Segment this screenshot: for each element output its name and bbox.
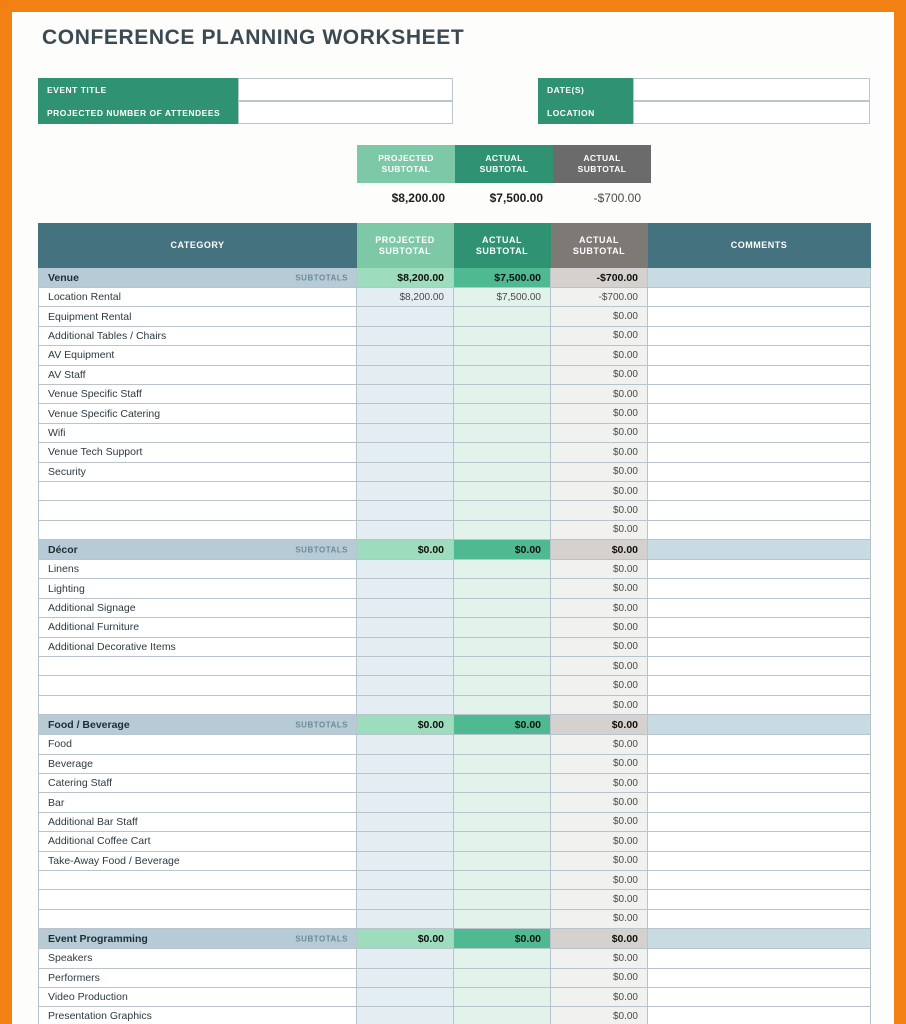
row-difference: $0.00 [551,676,648,695]
row-label[interactable] [39,870,357,889]
section-projected-subtotal: $0.00 [357,715,454,735]
section-comments-cell[interactable] [648,929,871,949]
table-row [39,968,871,987]
section-comments-cell[interactable] [648,540,871,560]
row-label[interactable]: Presentation Graphics [39,1007,357,1024]
section-header-row [39,715,871,735]
summary-values [357,191,651,205]
row-label[interactable]: Video Production [39,987,357,1006]
row-comments[interactable] [648,870,871,889]
row-label[interactable] [39,501,357,520]
table-row [39,676,871,695]
row-comments[interactable] [648,812,871,831]
table-row [39,851,871,870]
row-difference: $0.00 [551,618,648,637]
row-projected[interactable] [357,481,454,500]
row-difference: $0.00 [551,307,648,326]
table-row [39,618,871,637]
row-comments[interactable] [648,949,871,968]
row-projected[interactable] [357,890,454,909]
section-header-row [39,540,871,560]
row-difference: $0.00 [551,832,648,851]
table-row [39,773,871,792]
row-label[interactable]: Bar [39,793,357,812]
row-projected[interactable] [357,754,454,773]
row-comments[interactable] [648,404,871,423]
section-comments-cell[interactable] [648,268,871,288]
row-difference: $0.00 [551,404,648,423]
row-projected[interactable] [357,987,454,1006]
subtotals-label: SUBTOTALS [295,273,348,282]
row-projected[interactable] [357,851,454,870]
summary-header-projected-l2: SUBTOTAL [381,164,431,174]
worksheet-page [12,12,894,1024]
meta-spacer [453,78,538,101]
row-difference: $0.00 [551,812,648,831]
table-row [39,520,871,539]
row-projected[interactable] [357,793,454,812]
row-difference: $0.00 [551,501,648,520]
meta-row-title [38,78,870,101]
row-projected[interactable] [357,909,454,928]
row-projected[interactable] [357,695,454,714]
row-difference: $0.00 [551,637,648,656]
row-label[interactable]: Location Rental [39,288,357,307]
row-projected[interactable] [357,365,454,384]
table-head [39,224,871,268]
row-comments[interactable] [648,501,871,520]
row-comments[interactable] [648,657,871,676]
row-label[interactable] [39,909,357,928]
summary-header-difference-l2: SUBTOTAL [577,164,627,174]
table-row [39,326,871,345]
event-title-input[interactable] [238,78,453,101]
table-row [39,365,871,384]
summary-block [357,145,651,205]
row-projected[interactable] [357,307,454,326]
row-projected[interactable] [357,326,454,345]
row-projected[interactable] [357,949,454,968]
row-projected[interactable] [357,443,454,462]
section-projected-subtotal: $0.00 [357,929,454,949]
row-actual[interactable] [454,890,551,909]
row-comments[interactable] [648,384,871,403]
attendees-label: PROJECTED NUMBER OF ATTENDEES [38,101,238,124]
row-comments[interactable] [648,676,871,695]
row-projected[interactable] [357,579,454,598]
section-actual-subtotal: $0.00 [454,715,551,735]
summary-header-actual-l2: SUBTOTAL [479,164,529,174]
table-row [39,346,871,365]
row-label[interactable]: Wifi [39,423,357,442]
row-projected[interactable] [357,520,454,539]
row-label[interactable]: Additional Coffee Cart [39,832,357,851]
row-actual[interactable] [454,949,551,968]
row-label[interactable]: Food [39,735,357,754]
section-header-row [39,268,871,288]
row-actual[interactable] [454,1007,551,1024]
row-comments[interactable] [648,987,871,1006]
row-difference: $0.00 [551,598,648,617]
col-header-actual-subtotal-2: ACTUAL SUBTOTAL [551,224,648,268]
row-comments[interactable] [648,909,871,928]
row-actual[interactable] [454,870,551,889]
section-actual-subtotal: $0.00 [454,929,551,949]
col-header-projected-subtotal: PROJECTED SUBTOTAL [357,224,454,268]
row-projected[interactable] [357,968,454,987]
section-name [39,715,357,735]
summary-header-actual [455,145,553,183]
row-actual[interactable] [454,968,551,987]
table-row [39,579,871,598]
section-actual-subtotal: $7,500.00 [454,268,551,288]
table-row [39,949,871,968]
row-actual[interactable] [454,812,551,831]
row-projected[interactable] [357,637,454,656]
row-label[interactable]: Additional Bar Staff [39,812,357,831]
section-difference-subtotal: $0.00 [551,715,648,735]
table-row [39,754,871,773]
row-actual[interactable] [454,404,551,423]
summary-value-difference: -$700.00 [593,191,641,205]
row-label[interactable]: Take-Away Food / Beverage [39,851,357,870]
subtotals-label: SUBTOTALS [295,545,348,555]
table-row [39,870,871,889]
section-name [39,540,357,560]
row-difference: $0.00 [551,909,648,928]
row-actual[interactable] [454,598,551,617]
row-difference: $0.00 [551,384,648,403]
row-actual[interactable] [454,462,551,481]
row-difference: -$700.00 [551,288,648,307]
table-row [39,462,871,481]
row-actual[interactable] [454,443,551,462]
dates-input[interactable] [633,78,870,101]
row-difference: $0.00 [551,1007,648,1024]
row-label[interactable] [39,520,357,539]
row-projected[interactable]: $8,200.00 [357,288,454,307]
row-actual[interactable] [454,481,551,500]
row-difference: $0.00 [551,793,648,812]
row-difference: $0.00 [551,579,648,598]
section-name [39,929,357,949]
section-difference-subtotal: $0.00 [551,540,648,560]
row-actual[interactable] [454,676,551,695]
row-label[interactable]: Linens [39,560,357,579]
row-difference: $0.00 [551,987,648,1006]
row-projected[interactable] [357,404,454,423]
table-row [39,560,871,579]
row-projected[interactable] [357,1007,454,1024]
budget-table [38,223,871,1024]
section-label: Décor [48,543,78,556]
row-label[interactable]: AV Staff [39,365,357,384]
table-row [39,598,871,617]
row-label[interactable]: Venue Specific Catering [39,404,357,423]
meta-row-attendees [38,101,870,124]
row-difference: $0.00 [551,346,648,365]
table-row [39,288,871,307]
row-label[interactable]: Speakers [39,949,357,968]
row-actual[interactable] [454,695,551,714]
row-comments[interactable] [648,754,871,773]
section-label: Event Programming [48,932,148,945]
row-actual[interactable] [454,326,551,345]
row-label[interactable] [39,481,357,500]
row-comments[interactable] [648,968,871,987]
row-comments[interactable] [648,365,871,384]
row-comments[interactable] [648,832,871,851]
row-actual[interactable] [454,365,551,384]
summary-header-difference [553,145,651,183]
section-difference-subtotal: $0.00 [551,929,648,949]
row-difference: $0.00 [551,462,648,481]
row-actual[interactable] [454,987,551,1006]
row-label[interactable]: Venue Specific Staff [39,384,357,403]
row-actual[interactable] [454,423,551,442]
row-projected[interactable] [357,598,454,617]
row-projected[interactable] [357,773,454,792]
row-comments[interactable] [648,346,871,365]
row-comments[interactable] [648,890,871,909]
row-label[interactable]: Additional Tables / Chairs [39,326,357,345]
row-actual[interactable] [454,501,551,520]
location-label: LOCATION [538,101,633,124]
row-difference: $0.00 [551,423,648,442]
row-projected[interactable] [357,501,454,520]
row-projected[interactable] [357,657,454,676]
table-row [39,404,871,423]
subtotals-label: SUBTOTALS [295,720,348,730]
table-row [39,695,871,714]
row-actual[interactable] [454,618,551,637]
row-difference: $0.00 [551,695,648,714]
section-actual-subtotal: $0.00 [454,540,551,560]
table-row [39,735,871,754]
summary-value-projected: $8,200.00 [391,191,445,205]
row-comments[interactable] [648,462,871,481]
row-difference: $0.00 [551,754,648,773]
section-name [39,268,357,288]
row-difference: $0.00 [551,481,648,500]
row-actual[interactable] [454,754,551,773]
row-difference: $0.00 [551,949,648,968]
row-projected[interactable] [357,462,454,481]
row-difference: $0.00 [551,365,648,384]
table-row [39,384,871,403]
row-label[interactable]: Lighting [39,579,357,598]
row-label[interactable]: AV Equipment [39,346,357,365]
table-row [39,443,871,462]
row-comments[interactable] [648,423,871,442]
row-difference: $0.00 [551,890,648,909]
table-row [39,987,871,1006]
summary-value-actual: $7,500.00 [489,191,543,205]
row-comments[interactable] [648,307,871,326]
section-header-row [39,929,871,949]
row-comments[interactable] [648,735,871,754]
col-header-actual-subtotal: ACTUAL SUBTOTAL [454,224,551,268]
table-row [39,423,871,442]
row-comments[interactable] [648,637,871,656]
row-comments[interactable] [648,1007,871,1024]
row-actual[interactable] [454,579,551,598]
row-comments[interactable] [648,560,871,579]
row-actual[interactable] [454,307,551,326]
row-projected[interactable] [357,735,454,754]
row-actual[interactable] [454,735,551,754]
meta-spacer-2 [453,101,538,124]
row-projected[interactable] [357,618,454,637]
row-actual[interactable] [454,560,551,579]
table-row [39,307,871,326]
row-actual[interactable] [454,832,551,851]
table-row [39,890,871,909]
row-projected[interactable] [357,676,454,695]
row-label[interactable]: Equipment Rental [39,307,357,326]
dates-label: DATE(S) [538,78,633,101]
row-projected[interactable] [357,346,454,365]
section-projected-subtotal: $0.00 [357,540,454,560]
row-difference: $0.00 [551,968,648,987]
summary-header-actual-l1: ACTUAL [485,153,523,163]
summary-header-difference-l1: ACTUAL [583,153,621,163]
row-difference: $0.00 [551,735,648,754]
table-row [39,637,871,656]
row-label[interactable]: Additional Signage [39,598,357,617]
row-difference: $0.00 [551,657,648,676]
page-title: CONFERENCE PLANNING WORKSHEET [42,26,465,49]
row-projected[interactable] [357,832,454,851]
event-meta-block [38,78,870,124]
row-label[interactable]: Catering Staff [39,773,357,792]
section-comments-cell[interactable] [648,715,871,735]
row-label[interactable]: Security [39,462,357,481]
row-actual[interactable] [454,520,551,539]
row-actual[interactable] [454,346,551,365]
subtotals-label: SUBTOTALS [295,934,348,944]
row-difference: $0.00 [551,326,648,345]
row-label[interactable]: Performers [39,968,357,987]
row-comments[interactable] [648,618,871,637]
attendees-input[interactable] [238,101,453,124]
row-difference: $0.00 [551,520,648,539]
row-label[interactable] [39,676,357,695]
row-actual[interactable] [454,793,551,812]
table-row [39,793,871,812]
row-projected[interactable] [357,423,454,442]
row-actual[interactable] [454,909,551,928]
row-actual[interactable] [454,384,551,403]
summary-header-projected-l1: PROJECTED [378,153,434,163]
row-difference: $0.00 [551,560,648,579]
section-label: Venue [48,271,79,284]
table-body [39,268,871,1024]
col-header-comments: COMMENTS [648,224,871,268]
col-header-category: CATEGORY [39,224,357,268]
row-comments[interactable] [648,773,871,792]
row-comments[interactable] [648,443,871,462]
row-comments[interactable] [648,481,871,500]
table-row [39,909,871,928]
table-header-row [39,224,871,268]
row-comments[interactable] [648,288,871,307]
row-actual[interactable] [454,637,551,656]
row-actual[interactable] [454,851,551,870]
row-actual[interactable] [454,773,551,792]
section-projected-subtotal: $8,200.00 [357,268,454,288]
row-comments[interactable] [648,695,871,714]
table-row [39,481,871,500]
row-projected[interactable] [357,812,454,831]
row-projected[interactable] [357,560,454,579]
table-row [39,812,871,831]
event-title-label: EVENT TITLE [38,78,238,101]
row-label[interactable]: Beverage [39,754,357,773]
summary-header-projected [357,145,455,183]
row-label[interactable]: Additional Decorative Items [39,637,357,656]
row-label[interactable]: Additional Furniture [39,618,357,637]
row-actual[interactable] [454,657,551,676]
row-difference: $0.00 [551,443,648,462]
location-input[interactable] [633,101,870,124]
table-row [39,1007,871,1024]
row-comments[interactable] [648,520,871,539]
row-label[interactable] [39,695,357,714]
row-comments[interactable] [648,598,871,617]
table-row [39,501,871,520]
row-projected[interactable] [357,384,454,403]
table-row [39,657,871,676]
section-label: Food / Beverage [48,718,130,731]
row-difference: $0.00 [551,851,648,870]
row-comments[interactable] [648,579,871,598]
section-difference-subtotal: -$700.00 [551,268,648,288]
row-difference: $0.00 [551,773,648,792]
row-comments[interactable] [648,326,871,345]
table-row [39,832,871,851]
row-label[interactable] [39,657,357,676]
row-comments[interactable] [648,851,871,870]
row-difference: $0.00 [551,870,648,889]
row-projected[interactable] [357,870,454,889]
row-label[interactable] [39,890,357,909]
row-actual[interactable]: $7,500.00 [454,288,551,307]
row-comments[interactable] [648,793,871,812]
row-label[interactable]: Venue Tech Support [39,443,357,462]
